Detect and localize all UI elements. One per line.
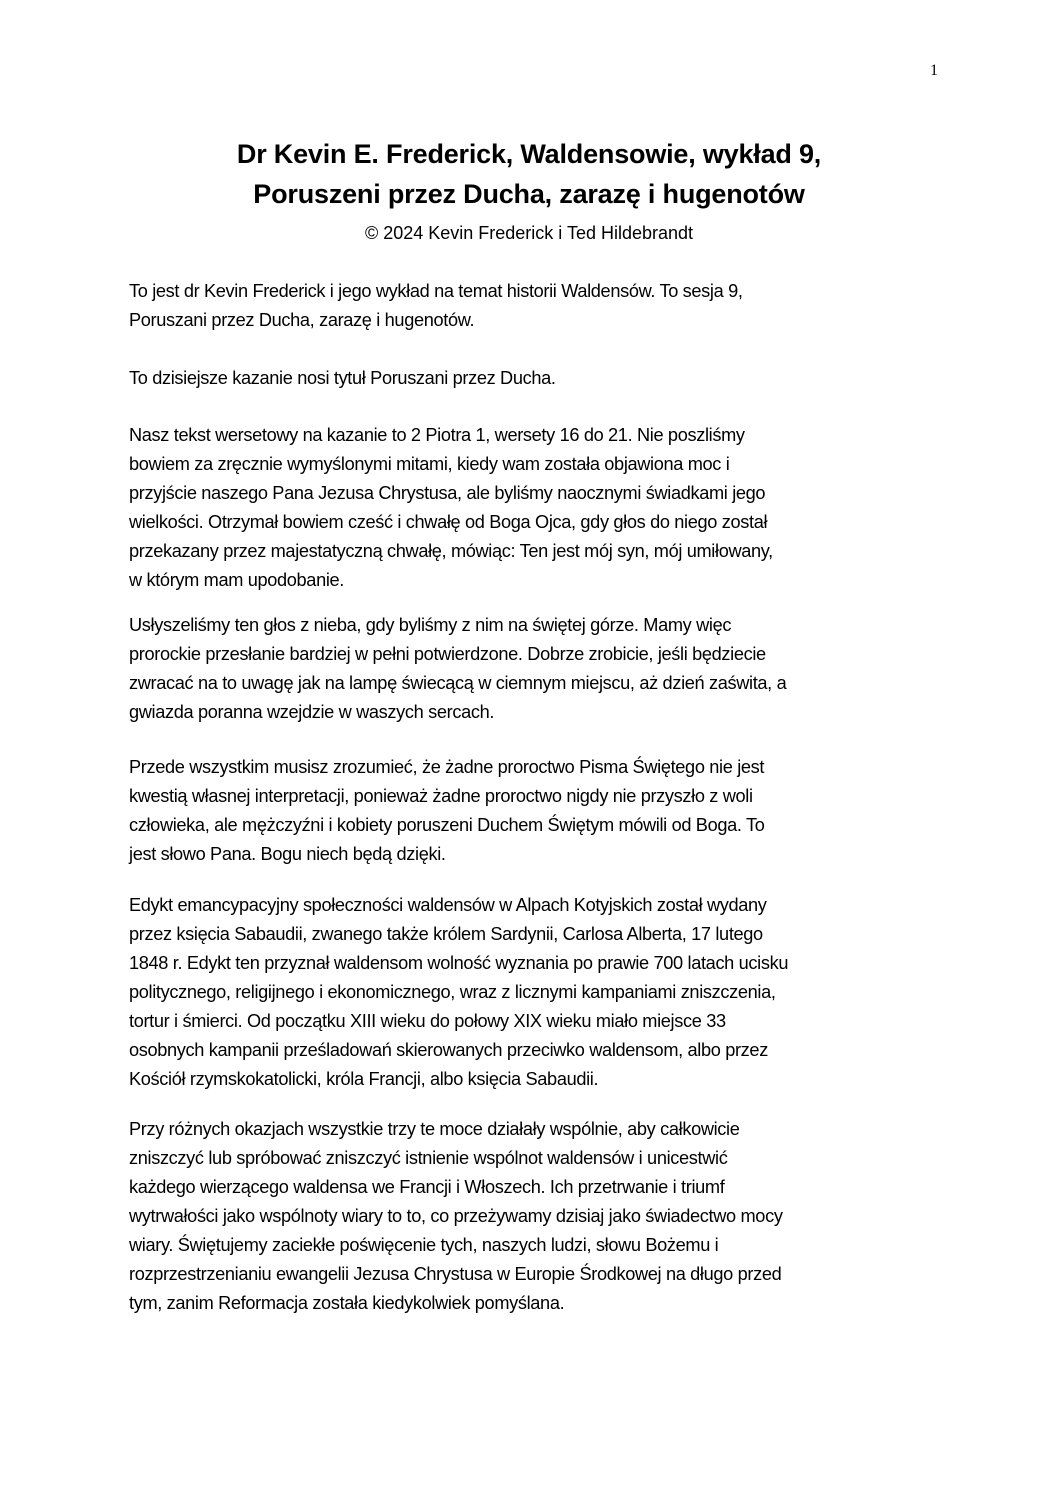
- paragraph-sermon-title: [129, 364, 949, 393]
- text-line: rozprzestrzenianiu ewangelii Jezusa Chrystusa w Europie Środkowej na długo przed: [129, 1264, 782, 1284]
- title-line-1: Dr Kevin E. Frederick, Waldensowie, wykład 9,: [236, 139, 822, 169]
- paragraph-prophecy: [129, 753, 949, 869]
- text-line: osobnych kampanii prześladowań skierowanych przeciwko waldensom, albo przez: [129, 1040, 768, 1060]
- text-line: kwestią własnej interpretacji, ponieważ żadne proroctwo nigdy nie przyszło z woli: [129, 786, 753, 806]
- text-line: Usłyszeliśmy ten głos z nieba, gdy byliśmy z nim na świętej górze. Mamy więc: [129, 615, 732, 635]
- text-line: Kościół rzymskokatolicki, króla Francji, albo księcia Sabaudii.: [129, 1069, 599, 1089]
- text-line: w którym mam upodobanie.: [129, 570, 345, 590]
- paragraph-scripture: [129, 421, 949, 595]
- text-line: bowiem za zręcznie wymyślonymi mitami, kiedy wam została objawiona moc i: [129, 454, 730, 474]
- text-line: zwracać na to uwagę jak na lampę świecącą w ciemnym miejscu, aż dzień zaświta, a: [129, 673, 787, 693]
- text-line: Przede wszystkim musisz zrozumieć, że żadne proroctwo Pisma Świętego nie jest: [129, 757, 765, 777]
- text-line: Poruszani przez Ducha, zarazę i hugenotów.: [129, 310, 475, 330]
- text-line: Nasz tekst wersetowy na kazanie to 2 Piotra 1, wersety 16 do 21. Nie poszliśmy: [129, 425, 745, 445]
- text-line: 1848 r. Edykt ten przyznał waldensom wolność wyznania po prawie 700 latach ucisku: [129, 953, 789, 973]
- page-number: 1: [930, 62, 938, 79]
- text-line: wytrwałości jako wspólnoty wiary to to, co przeżywamy dzisiaj jako świadectwo mocy: [129, 1206, 783, 1226]
- text-line: człowieka, ale mężczyźni i kobiety poruszeni Duchem Świętym mówili od Boga. To: [129, 815, 765, 835]
- title-line-2: Poruszeni przez Ducha, zarazę i hugenotów: [253, 179, 805, 209]
- text-line: To jest dr Kevin Frederick i jego wykład na temat historii Waldensów. To sesja 9,: [129, 281, 743, 301]
- text-line: gwiazda poranna wzejdzie w waszych sercach.: [129, 702, 495, 722]
- text-line: wiary. Świętujemy zaciekłe poświęcenie tych, naszych ludzi, słowu Bożemu i: [129, 1235, 719, 1255]
- text-line: każdego wierzącego waldensa we Francji i Włoszech. Ich przetrwanie i triumf: [129, 1177, 725, 1197]
- text-line: tortur i śmierci. Od początku XIII wieku do połowy XIX wieku miało miejsce 33: [129, 1011, 726, 1031]
- text-line: przyjście naszego Pana Jezusa Chrystusa, ale byliśmy naocznymi świadkami jego: [129, 483, 766, 503]
- text-line: przez księcia Sabaudii, zwanego także królem Sardynii, Carlosa Alberta, 17 lutego: [129, 924, 763, 944]
- copyright-notice: © 2024 Kevin Frederick i Ted Hildebrandt: [364, 223, 694, 243]
- paragraph-edict: [129, 891, 949, 1094]
- text-line: jest słowo Pana. Bogu niech będą dzięki.: [129, 844, 446, 864]
- text-line: Edykt emancypacyjny społeczności waldensów w Alpach Kotyjskich został wydany: [129, 895, 767, 915]
- paragraph-intro: [129, 277, 949, 335]
- text-line: przekazany przez majestatyczną chwałę, mówiąc: Ten jest mój syn, mój umiłowany,: [129, 541, 773, 561]
- text-line: politycznego, religijnego i ekonomicznego, wraz z licznymi kampaniami zniszczenia,: [129, 982, 776, 1002]
- text-line: wielkości. Otrzymał bowiem cześć i chwałę od Boga Ojca, gdy głos do niego został: [129, 512, 768, 532]
- document-title: [0, 134, 1058, 214]
- text-line: prorockie przesłanie bardziej w pełni potwierdzone. Dobrze zrobicie, jeśli będziecie: [129, 644, 766, 664]
- text-line: zniszczyć lub spróbować zniszczyć istnienie wspólnot waldensów i unicestwić: [129, 1148, 728, 1168]
- text-line: Przy różnych okazjach wszystkie trzy te moce działały wspólnie, aby całkowicie: [129, 1119, 740, 1139]
- text-line: tym, zanim Reformacja została kiedykolwiek pomyślana.: [129, 1293, 565, 1313]
- text-line: To dzisiejsze kazanie nosi tytuł Poruszani przez Ducha.: [129, 368, 556, 388]
- paragraph-three-powers: [129, 1115, 949, 1318]
- paragraph-voice-from-heaven: [129, 611, 949, 727]
